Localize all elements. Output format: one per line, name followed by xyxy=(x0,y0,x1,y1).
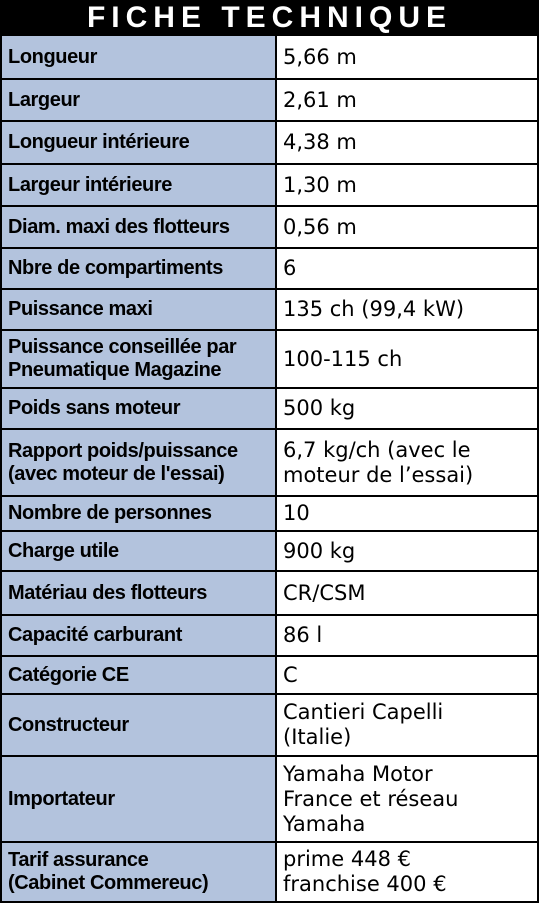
table-row xyxy=(1,248,538,289)
spec-label: Largeur xyxy=(1,79,276,121)
spec-label: Nombre de personnes xyxy=(1,496,276,531)
spec-value: prime 448 € franchise 400 € xyxy=(276,842,538,902)
table-row xyxy=(1,206,538,248)
spec-label: Constructeur xyxy=(1,694,276,756)
table-row xyxy=(1,429,538,496)
spec-value: 900 kg xyxy=(276,531,538,571)
spec-label: Catégorie CE xyxy=(1,656,276,694)
spec-value: 5,66 m xyxy=(276,35,538,79)
table-row xyxy=(1,615,538,656)
spec-label: Charge utile xyxy=(1,531,276,571)
table-row xyxy=(1,79,538,121)
spec-label: Largeur intérieure xyxy=(1,164,276,206)
spec-label: Longueur intérieure xyxy=(1,121,276,164)
table-row xyxy=(1,289,538,330)
spec-label: Poids sans moteur xyxy=(1,388,276,429)
table-row xyxy=(1,694,538,756)
spec-label: Matériau des flotteurs xyxy=(1,571,276,615)
table-row xyxy=(1,842,538,902)
spec-label: Puissance conseillée par Pneumatique Magazine xyxy=(1,330,276,388)
table-row xyxy=(1,571,538,615)
spec-label: Tarif assurance (Cabinet Commereuc) xyxy=(1,842,276,902)
spec-table xyxy=(0,34,539,903)
spec-value: 1,30 m xyxy=(276,164,538,206)
table-row xyxy=(1,35,538,79)
table-row xyxy=(1,496,538,531)
spec-value: Cantieri Capelli (Italie) xyxy=(276,694,538,756)
table-row xyxy=(1,656,538,694)
sheet-title: FICHE TECHNIQUE xyxy=(0,0,539,34)
spec-label: Importateur xyxy=(1,756,276,842)
spec-label: Nbre de compartiments xyxy=(1,248,276,289)
spec-label: Rapport poids/puissance (avec moteur de l'essai) xyxy=(1,429,276,496)
table-row xyxy=(1,388,538,429)
spec-label: Diam. maxi des flotteurs xyxy=(1,206,276,248)
spec-value: 6 xyxy=(276,248,538,289)
spec-value: 2,61 m xyxy=(276,79,538,121)
table-row xyxy=(1,330,538,388)
spec-value: CR/CSM xyxy=(276,571,538,615)
spec-value: 100-115 ch xyxy=(276,330,538,388)
spec-value: C xyxy=(276,656,538,694)
spec-value: 500 kg xyxy=(276,388,538,429)
table-row xyxy=(1,121,538,164)
spec-value: 0,56 m xyxy=(276,206,538,248)
table-row xyxy=(1,531,538,571)
spec-value: Yamaha Motor France et réseau Yamaha xyxy=(276,756,538,842)
table-row xyxy=(1,164,538,206)
spec-value: 6,7 kg/ch (avec le moteur de l’essai) xyxy=(276,429,538,496)
spec-value: 10 xyxy=(276,496,538,531)
spec-label: Puissance maxi xyxy=(1,289,276,330)
table-row xyxy=(1,756,538,842)
spec-label: Capacité carburant xyxy=(1,615,276,656)
spec-value: 86 l xyxy=(276,615,538,656)
spec-value: 135 ch (99,4 kW) xyxy=(276,289,538,330)
spec-value: 4,38 m xyxy=(276,121,538,164)
spec-label: Longueur xyxy=(1,35,276,79)
